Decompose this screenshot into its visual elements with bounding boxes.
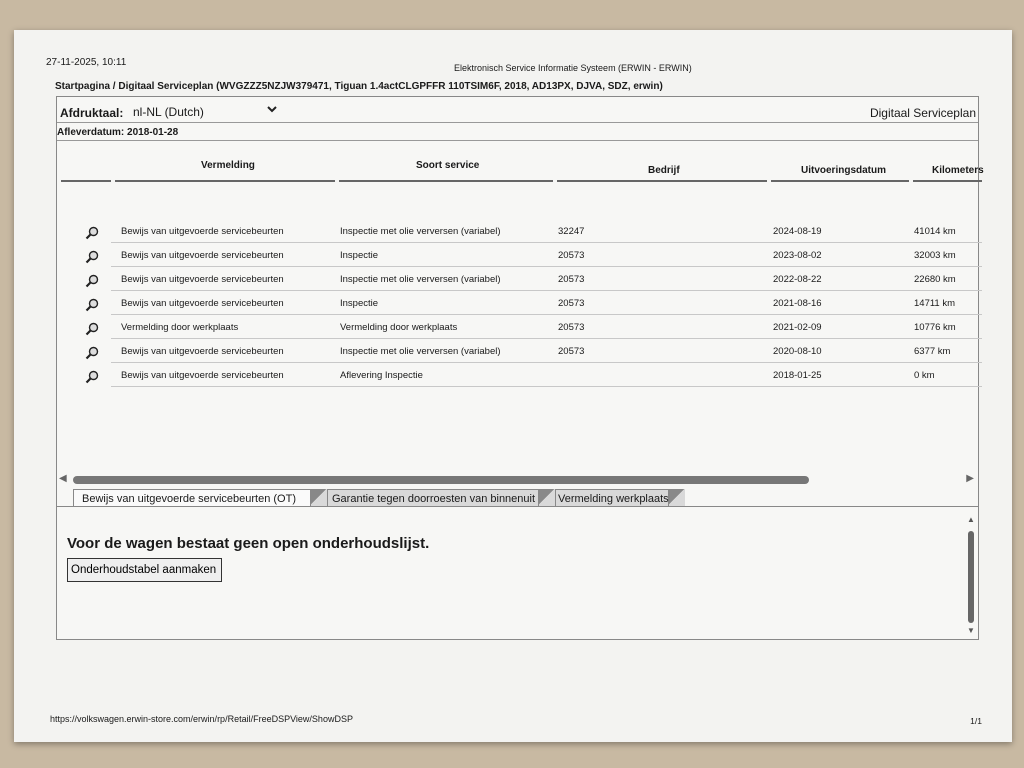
cell-vermelding: Vermelding door werkplaats [121, 322, 239, 333]
cell-vermelding: Bewijs van uitgevoerde servicebeurten [121, 274, 284, 285]
cell-kilometers: 22680 km [914, 274, 956, 285]
cell-bedrijf: 32247 [558, 226, 585, 237]
print-url: https://volkswagen.erwin-store.com/erwin/rp/Retail/FreeDSPView/ShowDSP [50, 714, 353, 724]
column-header-bedrijf: Bedrijf [648, 165, 680, 176]
table-row[interactable] [57, 315, 982, 339]
cell-soort-service: Aflevering Inspectie [340, 370, 423, 381]
magnifier-icon[interactable] [85, 250, 99, 264]
column-header-uitvoeringsdatum: Uitvoeringsdatum [801, 165, 887, 176]
table-row[interactable] [57, 243, 982, 267]
triangle-right-icon[interactable]: ▶ [966, 473, 974, 484]
scrollbar-thumb[interactable] [968, 531, 974, 623]
printed-page [14, 30, 1012, 742]
triangle-up-icon[interactable]: ▲ [967, 515, 975, 524]
cell-kilometers: 14711 km [914, 298, 956, 309]
cell-bedrijf: 20573 [558, 346, 585, 357]
column-header-vermelding: Vermelding [201, 160, 255, 171]
language-select[interactable] [127, 102, 279, 121]
magnifier-icon[interactable] [85, 226, 99, 240]
magnifier-icon[interactable] [85, 322, 99, 336]
cell-kilometers: 10776 km [914, 322, 956, 333]
cell-vermelding: Bewijs van uitgevoerde servicebeurten [121, 226, 284, 237]
tab-corner [311, 489, 327, 507]
vertical-scrollbar[interactable] [966, 515, 976, 635]
cell-bedrijf: 20573 [558, 322, 585, 333]
cell-kilometers: 32003 km [914, 250, 956, 261]
cell-datum: 2018-01-25 [773, 370, 822, 381]
table-row[interactable] [57, 291, 982, 315]
header-rule [771, 180, 909, 182]
tab-panel [57, 507, 978, 641]
cell-datum: 2021-02-09 [773, 322, 822, 333]
cell-kilometers: 41014 km [914, 226, 956, 237]
cell-datum: 2021-08-16 [773, 298, 822, 309]
print-datetime: 27-11-2025, 10:11 [46, 57, 127, 68]
tab-corner [539, 489, 555, 507]
horizontal-scrollbar[interactable] [57, 473, 978, 487]
divider [57, 140, 978, 141]
header-rule [913, 180, 982, 182]
language-select-value: nl-NL (Dutch) [133, 105, 204, 119]
no-open-maintenance-message: Voor de wagen bestaat geen open onderhoudslijst. [67, 535, 430, 552]
delivery-date: Afleverdatum: 2018-01-28 [57, 127, 179, 138]
cell-vermelding: Bewijs van uitgevoerde servicebeurten [121, 370, 284, 381]
magnifier-icon[interactable] [85, 298, 99, 312]
scrollbar-thumb[interactable] [73, 476, 809, 484]
cell-vermelding: Bewijs van uitgevoerde servicebeurten [121, 250, 284, 261]
cell-soort-service: Inspectie met olie verversen (variabel) [340, 274, 501, 285]
column-header-soort-service: Soort service [416, 160, 480, 171]
cell-bedrijf: 20573 [558, 274, 585, 285]
cell-kilometers: 6377 km [914, 346, 951, 357]
header-rule [339, 180, 553, 182]
table-row[interactable] [57, 339, 982, 363]
cell-vermelding: Bewijs van uitgevoerde servicebeurten [121, 346, 284, 357]
magnifier-icon[interactable] [85, 346, 99, 360]
cell-bedrijf: 20573 [558, 298, 585, 309]
header-rule [557, 180, 767, 182]
toolbar [57, 97, 978, 123]
digital-service-plan-frame [56, 96, 984, 640]
cell-soort-service: Vermelding door werkplaats [340, 322, 458, 333]
breadcrumb[interactable]: Startpagina / Digitaal Serviceplan (WVGZZZ5NZJW379471, Tiguan 1.4actCLGPFFR 110TSIM6F, 2018, AD13PX, DJVA, SDZ, erwin) [55, 81, 663, 92]
cell-soort-service: Inspectie met olie verversen (variabel) [340, 346, 501, 357]
create-maintenance-table-button[interactable]: Onderhoudstabel aanmaken [67, 558, 222, 582]
cell-soort-service: Inspectie [340, 250, 379, 261]
table-row[interactable] [57, 267, 982, 291]
tab-garantie-doorroesten[interactable]: Garantie tegen doorroesten van binnenuit [327, 489, 539, 507]
cell-vermelding: Bewijs van uitgevoerde servicebeurten [121, 298, 284, 309]
header-rule [61, 180, 111, 182]
triangle-down-icon[interactable]: ▼ [967, 626, 975, 635]
tab-corner [669, 489, 685, 507]
cell-soort-service: Inspectie [340, 298, 379, 309]
cell-soort-service: Inspectie met olie verversen (variabel) [340, 226, 501, 237]
triangle-left-icon[interactable]: ◀ [59, 473, 67, 484]
print-system-title: Elektronisch Service Informatie Systeem (ERWIN - ERWIN) [454, 63, 692, 73]
table-row[interactable] [57, 363, 982, 387]
language-label: Afdruktaal: [60, 106, 124, 120]
table-row[interactable] [57, 219, 982, 243]
cell-datum: 2024-08-19 [773, 226, 822, 237]
magnifier-icon[interactable] [85, 370, 99, 384]
chevron-down-icon [265, 102, 279, 119]
cell-datum: 2020-08-10 [773, 346, 822, 357]
cell-datum: 2023-08-02 [773, 250, 822, 261]
cell-kilometers: 0 km [914, 370, 935, 381]
cell-bedrijf: 20573 [558, 250, 585, 261]
page-number: 1/1 [970, 716, 982, 726]
row-divider [111, 386, 982, 387]
column-header-kilometers: Kilometers [932, 165, 984, 176]
header-rule [115, 180, 335, 182]
cell-datum: 2022-08-22 [773, 274, 822, 285]
page-title: Digitaal Serviceplan [869, 106, 976, 120]
tab-vermelding-werkplaats[interactable]: Vermelding werkplaats [555, 489, 669, 507]
tab-servicebeurten[interactable]: Bewijs van uitgevoerde servicebeurten (OT) [73, 489, 311, 507]
magnifier-icon[interactable] [85, 274, 99, 288]
